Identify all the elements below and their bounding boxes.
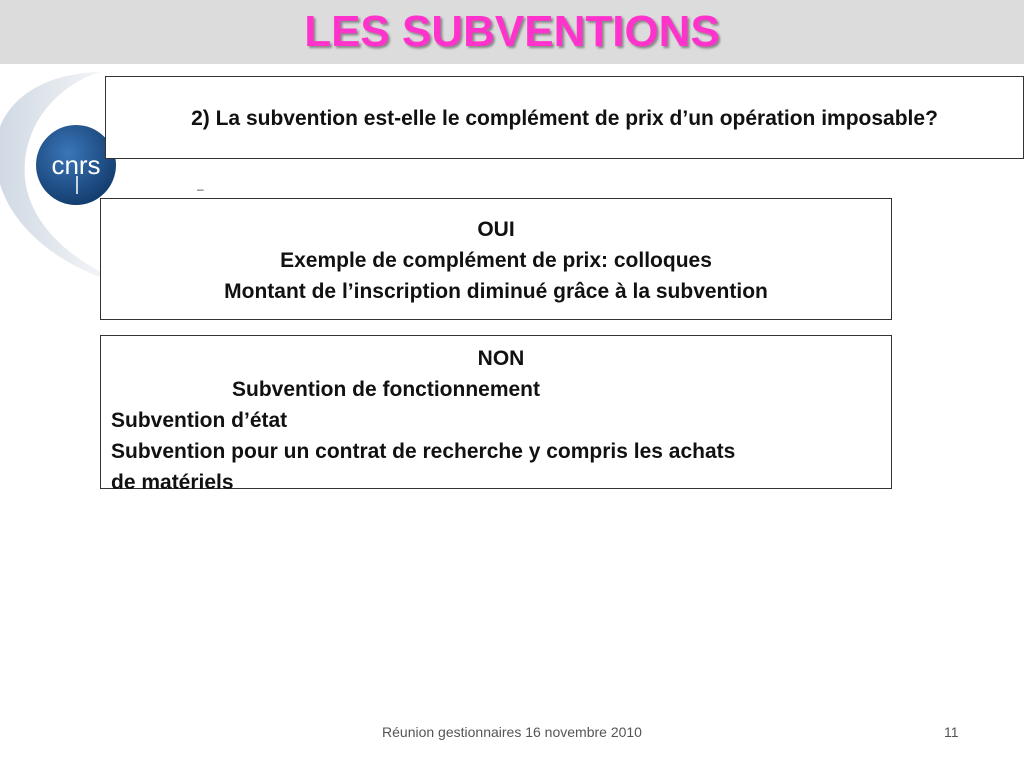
slide-title: LES SUBVENTIONS	[304, 7, 720, 56]
oui-heading: OUI	[477, 218, 515, 241]
non-heading: NON	[477, 347, 525, 370]
question-text: 2) La subvention est-elle le complément de prix d’un opération imposable?	[191, 107, 938, 130]
oui-line-example: Exemple de complément de prix: colloques	[280, 249, 712, 272]
page-number: 11	[944, 724, 959, 740]
non-line-materiels: de matériels	[111, 471, 234, 494]
footer-text: Réunion gestionnaires 16 novembre 2010	[382, 724, 642, 740]
non-box	[100, 335, 892, 494]
non-line-contrat: Subvention pour un contrat de recherche y compris les achats	[111, 440, 736, 463]
non-line-etat: Subvention d’état	[111, 409, 288, 432]
oui-box	[100, 198, 892, 320]
stray-dash: –	[197, 182, 204, 196]
oui-line-amount: Montant de l’inscription diminué grâce à la subvention	[224, 280, 768, 303]
question-box	[105, 76, 1024, 159]
non-line-fonctionnement: Subvention de fonctionnement	[232, 378, 540, 401]
logo-text: cnrs	[51, 150, 101, 180]
